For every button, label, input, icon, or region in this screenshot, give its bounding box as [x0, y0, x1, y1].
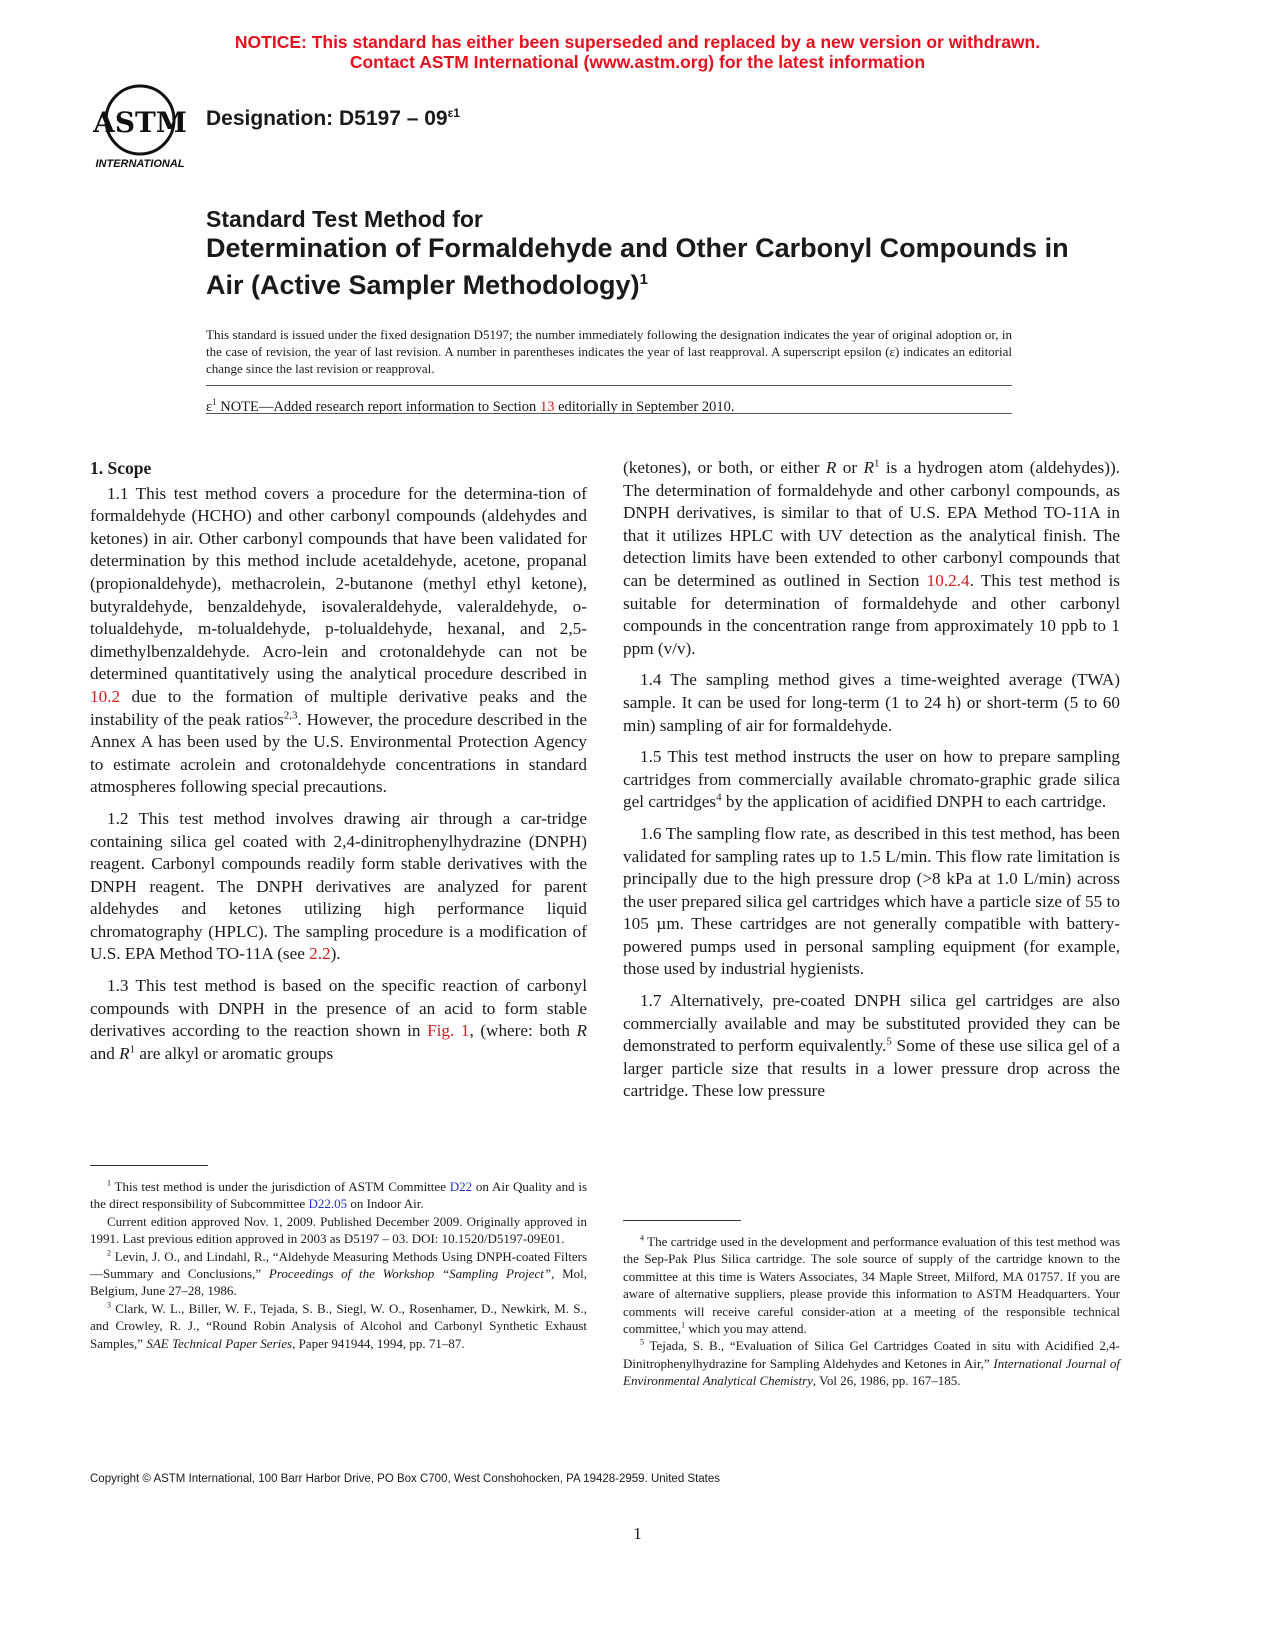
- copyright-line: Copyright © ASTM International, 100 Barr Harbor Drive, PO Box C700, West Conshohocken, PA 19428-2959. United States: [90, 1473, 721, 1485]
- withdrawal-notice: [0, 32, 1275, 72]
- section-2-2-link[interactable]: 2.2: [309, 944, 331, 964]
- editorial-note: $\varepsilon^1$ NOTE—Added research report information to Section 13 editorially in September 2010.: [206, 397, 735, 415]
- astm-logo-icon: [90, 82, 190, 170]
- paragraph-1-7: 1.7 Alternatively, pre-coated DNPH silica gel cartridges are also commercially available and may be substituted provided they can be demonstrated to perform equivalently.$^5$ Some of these use silica gel of a larger particle size that results in a lower pressure drop across the cartridge. These low pressure: [623, 991, 1120, 1101]
- footnote-1: $^1$ This test method is under the jurisdiction of ASTM Committee D22 on Air Quality and is the direct responsibility of Subcommittee D22.05 on Indoor Air.: [90, 1178, 588, 1212]
- paragraph-1-6: 1.6 The sampling flow rate, as described in this test method, has been validated for sampling rates up to 1.5 L/min. This flow rate limitation is principally due to the high pressure drop (>8 kPa at 1.0 L/min) across the user prepared silica gel cartridges which have a particle size of 55 to 105 µm. These cartridges are not generally compatible with battery-powered pumps used in personal sampling equipment (for example, those used by industrial hygienists.: [623, 823, 1120, 979]
- paragraph-1-5: 1.5 This test method instructs the user on how to prepare sampling cartridges from commercially available chromato-graphic grade silica gel cartridges$^4$ by the application of acidified DNPH to each cartridge.: [623, 747, 1120, 812]
- left-column: [90, 457, 587, 1074]
- title-footnote-ref: 1: [639, 271, 648, 288]
- title-line-1: Standard Test Method for: [206, 206, 483, 232]
- footnote-1-edition: Current edition approved Nov. 1, 2009. Published December 2009. Originally approved in 1991. Last previous edition approved in 2003 as D5197 – 03. DOI: 10.1520/D5197-09E01.: [90, 1213, 587, 1247]
- section-heading: 1. Scope: [90, 458, 152, 478]
- section-10-2-4-link[interactable]: 10.2.4: [926, 570, 970, 590]
- notice-line-2: Contact ASTM International (www.astm.org) for the latest information: [349, 52, 926, 72]
- committee-d22-link[interactable]: D22: [449, 1179, 473, 1194]
- designation-epsilon: ε1: [447, 106, 460, 120]
- footnote-divider: [623, 1220, 741, 1221]
- footnote-divider: [90, 1165, 208, 1166]
- section-13-link[interactable]: 13: [539, 398, 555, 415]
- section-10-2-link[interactable]: 10.2: [90, 686, 121, 706]
- divider: [206, 413, 1012, 414]
- logo-caption: INTERNATIONAL: [95, 158, 185, 170]
- paragraph-1-4: 1.4 The sampling method gives a time-weighted average (TWA) sample. It can be used for long-term (1 to 24 h) or short-term (5 to 60 min) sampling of air for formaldehyde.: [623, 670, 1120, 735]
- page-number: 1: [633, 1524, 642, 1543]
- footnotes-right: [623, 1233, 1120, 1390]
- paragraph-1-3: 1.3 This test method is based on the specific reaction of carbonyl compounds with DNPH in the presence of an acid to form stable derivatives according to the reaction shown in Fig. 1, (where: both R and $R^1$ are alkyl or aromatic groups: [90, 976, 587, 1063]
- fig-1-link[interactable]: Fig. 1: [427, 1021, 470, 1041]
- logo-letters: ASTM: [93, 106, 187, 139]
- paragraph-1-1: 1.1 This test method covers a procedure for the determina-tion of formaldehyde (HCHO) and other carbonyl compounds (aldehydes and ketones) in air. Other carbonyl compounds that have been validated for determination by this method include acetaldehyde, acetone, propanal (propionaldehyde), methacrolein, 2-butanone (methyl ethyl ketone), butyraldehyde, benzaldehyde, isovaleraldehyde, valeraldehyde, o-tolualdehyde, m-tolualdehyde, p-tolualdehyde, hexanal, and 2,5-dimethylbenzaldehyde. Acro-lein and crotonaldehyde can not be determined quantitatively using the analytical procedure described in 10.2 due to the formation of multiple derivative peaks and the instability of the peak ratios$^{2,3}$. However, the procedure described in the Annex A has been used by the U.S. Environmental Protection Agency to estimate acrolein and crotonaldehyde concentrations in standard atmospheres following special precautions.: [90, 483, 588, 797]
- subcommittee-d22-05-link[interactable]: D22.05: [308, 1196, 348, 1212]
- paragraph-1-2: 1.2 This test method involves drawing air through a car-tridge containing silica gel coated with 2,4-dinitrophenylhydrazine (DNPH) reagent. Carbonyl compounds readily form stable derivatives with the DNPH reagent. The DNPH derivatives are analyzed for parent aldehydes and ketones utilizing high performance liquid chromatography (HPLC). The sampling procedure is a modification of U.S. EPA Method TO-11A (see 2.2).: [90, 808, 587, 964]
- footnote-4: $^4$ The cartridge used in the development and performance evaluation of this test method was the Sep-Pak Plus Silica cartridge. The sole source of supply of the cartridge known to the committee at this time is Waters Associates, 34 Maple Street, Milford, MA 01757. If you are aware of alternative suppliers, please provide this information to ASTM Headquarters. Your comments will receive careful consider-ation at a meeting of the responsible technical committee,$^1$ which you may attend.: [623, 1233, 1120, 1337]
- footnote-2: $^2$ Levin, J. O., and Lindahl, R., “Aldehyde Measuring Methods Using DNPH-coated Filters—Summary and Conclusions,” Proceedings of the Workshop “Sampling Project”, Mol, Belgium, June 27–28, 1986.: [90, 1248, 587, 1299]
- designation: [206, 106, 460, 131]
- designation-text: Designation: D5197 – 09: [206, 107, 448, 130]
- notice-line-1: NOTICE: This standard has either been superseded and replaced by a new version or withdrawn.: [234, 32, 1041, 52]
- divider: [206, 385, 1012, 386]
- footnote-5: $^5$ Tejada, S. B., “Evaluation of Silica Gel Cartridges Coated in situ with Acidified 2,4-Dinitrophenylhydrazine for Sampling Aldehydes and Ketones in Air,” International Journal of Environmental Analytical Chemistry, Vol 26, 1986, pp. 167–185.: [623, 1338, 1120, 1389]
- title-main: Determination of Formaldehyde and Other Carbonyl Compounds in Air (Active Sampler Methodology): [206, 233, 1069, 300]
- footnote-3: $^3$ Clark, W. L., Biller, W. F., Tejada, S. B., Siegl, W. O., Rosenhamer, D., Newkirk, M. S., and Crowley, R. J., “Round Robin Analysis of Alcohol and Carbonyl Synthetic Exhaust Samples,” SAE Technical Paper Series, Paper 941944, 1994, pp. 71–87.: [90, 1300, 587, 1351]
- paragraph-1-3-continued: (ketones), or both, or either R or $R^1$ is a hydrogen atom (aldehydes)). The determination of formaldehyde and other carbonyl compounds, as DNPH derivatives, is similar to that of U.S. EPA Method TO-11A in that it utilizes HPLC with UV detection as the analytical finish. The detection limits have been extended to other carbonyl compounds that can be determined as outlined in Section 10.2.4. This test method is suitable for determination of formaldehyde and other carbonyl compounds in the concentration range from approximately 10 ppb to 1 ppm (v/v).: [623, 457, 1120, 658]
- standard-intro: This standard is issued under the fixed designation D5197; the number immediately following the designation indicates the year of original adoption or, in the case of revision, the year of last revision. A number in parentheses indicates the year of last reapproval. A superscript epsilon (ε) indicates an editorial change since the last revision or reapproval.: [206, 327, 1012, 376]
- page-title: [206, 205, 1106, 301]
- footnotes-left: [90, 1178, 587, 1352]
- right-column: [623, 457, 1120, 1112]
